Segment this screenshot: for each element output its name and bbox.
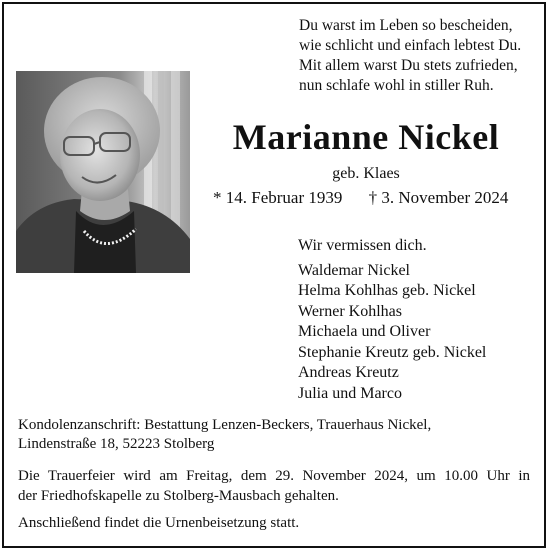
death-date: † 3. November 2024 bbox=[368, 188, 509, 207]
mourner-name: Stephanie Kreutz geb. Nickel bbox=[298, 343, 487, 361]
mourner-name: Werner Kohlhas bbox=[298, 302, 403, 320]
mourners-list bbox=[298, 236, 486, 404]
funeral-service-info bbox=[18, 466, 530, 506]
poem-line: wie schlicht und einfach lebtest Du. bbox=[299, 37, 522, 54]
service-line: der Friedhofskapelle zu Stolberg-Mausbach gehalten. bbox=[18, 488, 339, 504]
poem bbox=[299, 16, 521, 96]
life-dates bbox=[213, 188, 508, 208]
poem-line: Du warst im Leben so bescheiden, bbox=[299, 17, 513, 34]
poem-line: nun schlafe wohl in stiller Ruh. bbox=[299, 77, 494, 94]
birth-date: * 14. Februar 1939 bbox=[213, 188, 343, 207]
mourner-name: Andreas Kreutz bbox=[298, 364, 399, 381]
mourner-name: Helma Kohlhas geb. Nickel bbox=[298, 282, 476, 299]
condolence-line: Lindenstraße 18, 52223 Stolberg bbox=[18, 436, 215, 452]
portrait-photo bbox=[16, 71, 190, 273]
mourner-name: Waldemar Nickel bbox=[298, 261, 410, 279]
birth-name: geb. Klaes bbox=[332, 165, 400, 182]
urn-burial-note: Anschließend findet die Urnenbeisetzung statt. bbox=[18, 515, 300, 531]
mourner-name: Michaela und Oliver bbox=[298, 323, 431, 340]
mourner-name: Julia und Marco bbox=[298, 384, 402, 402]
service-line: Die Trauerfeier wird am Freitag, dem 29. November 2024, um 10.00 Uhr in bbox=[18, 468, 530, 484]
poem-line: Mit allem warst Du stets zufrieden, bbox=[299, 57, 518, 74]
condolence-line: Kondolenzanschrift: Bestattung Lenzen-Beckers, Trauerhaus Nickel, bbox=[18, 417, 432, 433]
deceased-name: Marianne Nickel bbox=[232, 117, 500, 157]
condolence-address bbox=[18, 416, 431, 454]
mourners-intro: Wir vermissen dich. bbox=[298, 237, 427, 254]
